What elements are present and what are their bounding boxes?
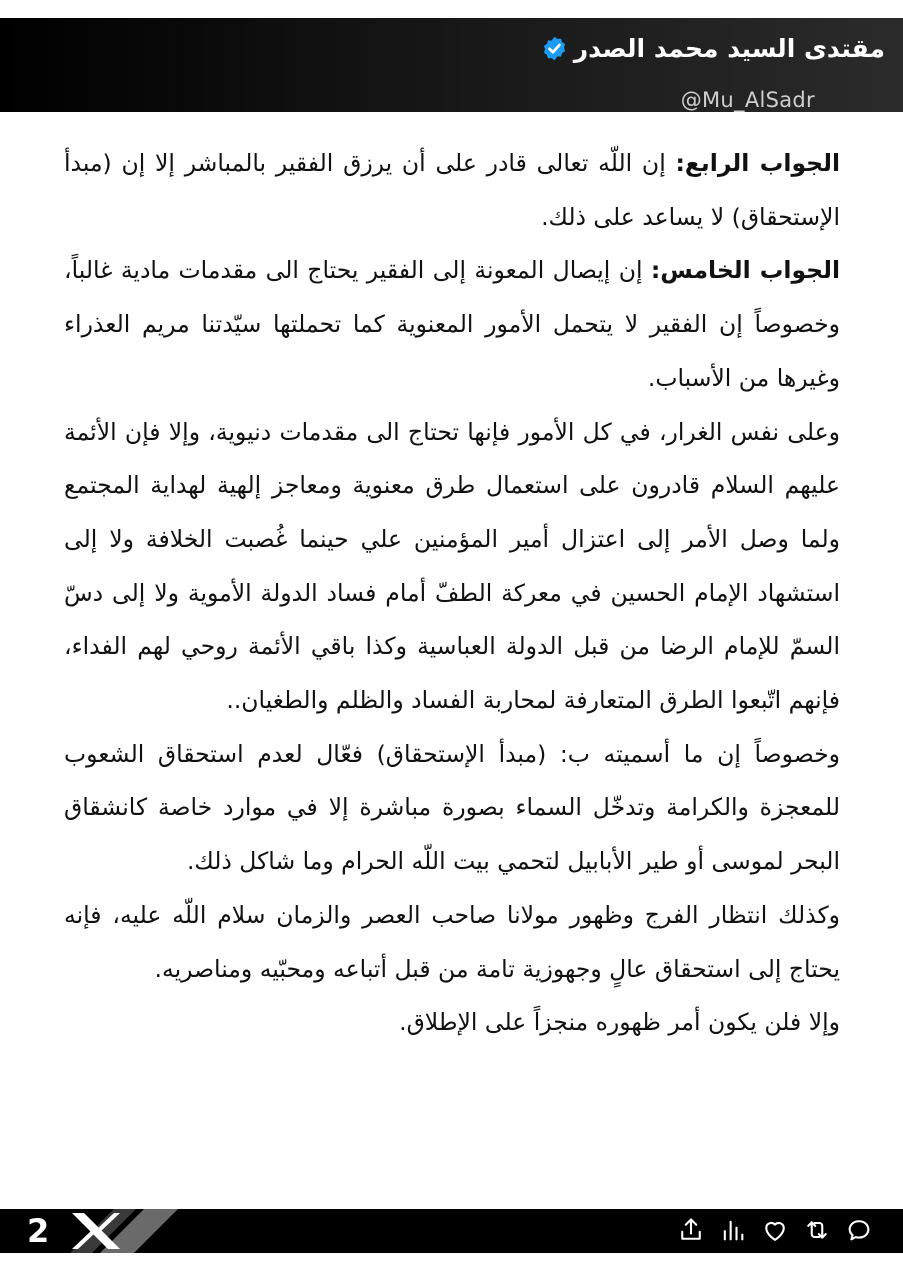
- share-icon[interactable]: [677, 1216, 705, 1244]
- answer-four-text: إن اللّه تعالى قادر على أن يرزق الفقير بالمباشر إلا إن (مبدأ الإستحقاق) لا يساعد على ذلك.: [64, 149, 840, 231]
- answer-five-label: الجواب الخامس:: [650, 256, 840, 285]
- paragraph-merit-principle: وخصوصاً إن ما أسميته ب: (مبدأ الإستحقاق) فعّال لعدم استحقاق الشعوب للمعجزة والكرامة وتدخّل السماء بصورة مباشرة إلا في موارد خاصة كانشقاق البحر لموسى أو طير الأبابيل لتحمي بيت اللّه الحرام وما شاكل ذلك.: [64, 739, 840, 876]
- views-chart-icon[interactable]: [719, 1216, 747, 1244]
- post-text: [64, 137, 840, 1050]
- display-name-row[interactable]: [541, 34, 885, 63]
- reply-icon[interactable]: [845, 1216, 873, 1244]
- answer-five-text: إن إيصال المعونة إلى الفقير يحتاج الى مقدمات مادية غالباً، وخصوصاً إن الفقير لا يتحمل الأمور المعنوية كما تحملتها سيّدتنا مريم العذراء وغيرها من الأسباب.: [64, 256, 840, 392]
- retweet-icon[interactable]: [803, 1216, 831, 1244]
- paragraph-answer-five: [64, 244, 840, 405]
- paragraph-same-pattern: وعلى نفس الغرار، في كل الأمور فإنها تحتاج الى مقدمات دنيوية، وإلا فإن الأئمة عليهم السلام قادرون على استعمال طرق معنوية ومعاجز إلهية لهداية المجتمع ولما وصل الأمر إلى اعتزال أمير المؤمنين علي حينما غُصبت الخلافة ولا إلى استشهاد الإمام الحسين في معركة الطفّ أمام فساد الدولة الأموية ولا إلى دسّ السمّ للإمام الرضا من قبل الدولة العباسية وكذا باقي الأئمة روحي لهم الفداء، فإنهم اتّبعوا الطرق المتعارفة لمحاربة الفساد والظلم والطغيان..: [64, 417, 840, 715]
- paragraph-conclusion: وإلا فلن يكون أمر ظهوره منجزاً على الإطلاق.: [399, 1008, 840, 1037]
- user-handle[interactable]: @Mu_AlSadr: [680, 88, 815, 112]
- like-heart-icon[interactable]: [761, 1216, 789, 1244]
- paragraph-awaiting-relief: وكذلك انتظار الفرج وظهور مولانا صاحب العصر والزمان سلام اللّه عليه، فإنه يحتاج إلى استحقاق عالٍ وجهوزية تامة من قبل أتباعه ومحبّيه ومناصريه.: [64, 900, 840, 983]
- x-logo-icon: [70, 1211, 122, 1251]
- paragraph-answer-four: [64, 137, 840, 244]
- post-footer-bar: [0, 1209, 903, 1253]
- profile-header: [0, 18, 903, 112]
- page-number: 2: [27, 1212, 50, 1250]
- answer-four-label: الجواب الرابع:: [675, 149, 840, 177]
- display-name[interactable]: مقتدى السيد محمد الصدر: [573, 34, 885, 63]
- verified-badge-icon: [541, 35, 568, 62]
- post-actions: [677, 1216, 873, 1244]
